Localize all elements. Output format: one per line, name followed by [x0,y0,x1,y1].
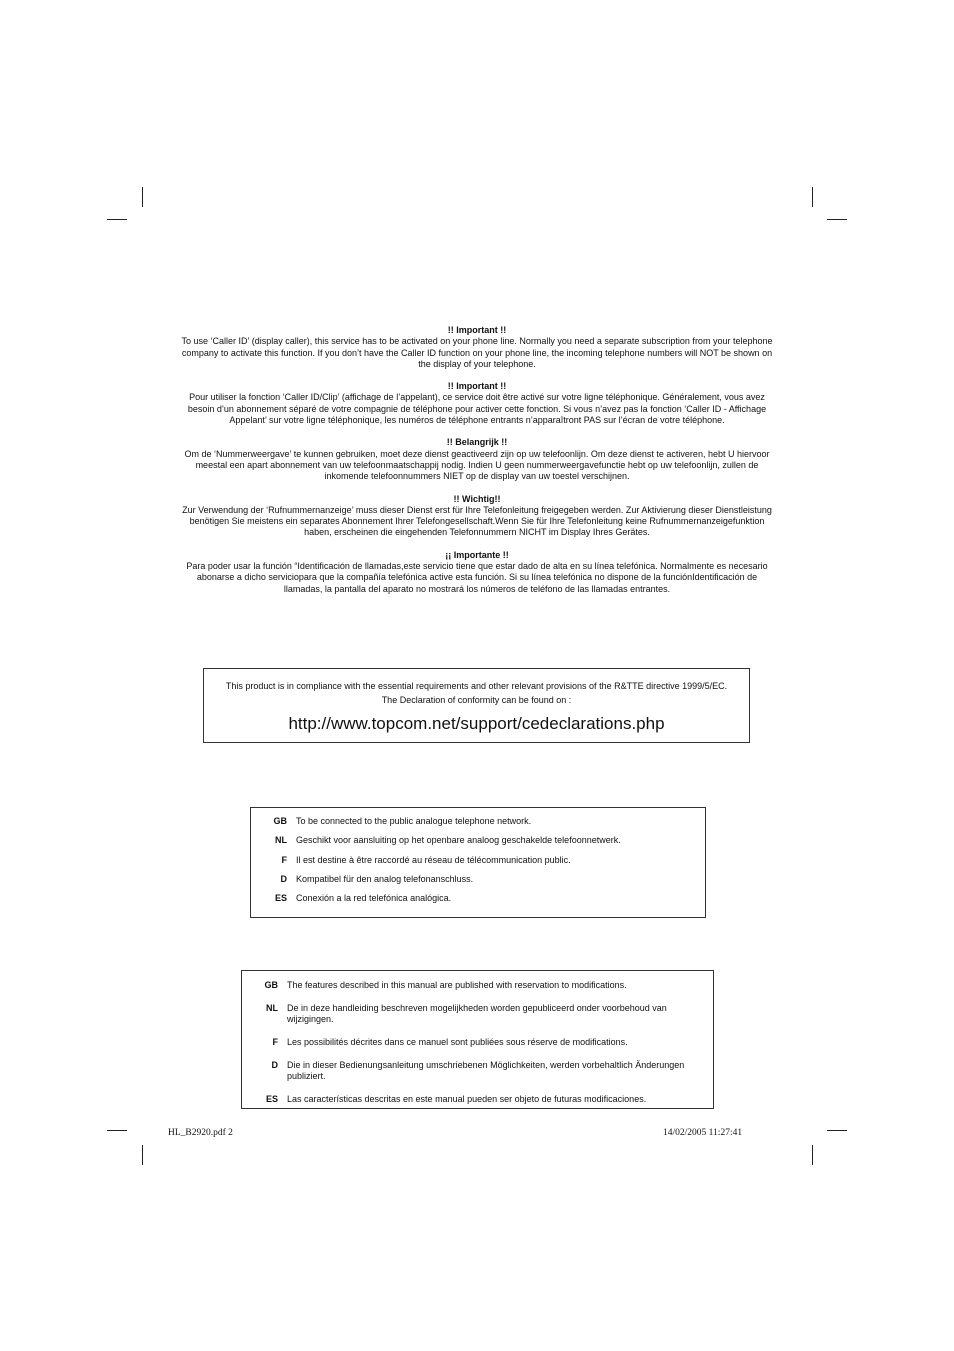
language-code: ES [265,1094,278,1104]
notice-en [178,325,776,370]
notice-title: !! Important !! [447,325,507,335]
caller-id-notices [178,325,776,606]
list-item [242,980,713,991]
notice-body: Para poder usar la función “Identificación de llamadas,este servicio tiene que estar dado de alta en su línea telefónica. Normalmente es necesario abonarse a dicho serviciopara que la compañía telefónica active esta función. Si su línea telefónica no dispone de la funciónIdentificación de llamadas, la pantalla del aparato no mostrará los números de teléfono de las llamadas entrantes. [186,561,768,594]
notice-body: Zur Verwendung der ‘Rufnummernanzeige’ muss dieser Dienst erst für Ihre Telefonleitung freigegeben werden. Zur Aktivierung dieser Dienstleistung benötigen Sie meistens ein separates Abonnement Ihrer Telefongesellschaft.Wenn Sie für Ihre Telefonleitung keine Rufnummernanzeigefunktion haben, erscheinen die eingehenden Telefonnummern NICHT im Display Ihres Gerätes. [182,504,772,538]
connection-text: Kompatibel für den analog telefonanschluss. [296,873,474,884]
list-item [242,1037,713,1048]
language-code: ES [274,893,287,904]
crop-mark [107,1130,127,1131]
crop-mark [142,1145,143,1165]
disclaimer-text: Les possibilités décrites dans ce manuel sont publiées sous réserve de modifications. [287,1037,628,1047]
disclaimer-text: Las características descritas en este manual pueden ser objeto de futuras modificaciones. [287,1094,647,1104]
notice-de [178,494,776,539]
language-code: GB [273,816,287,826]
language-code: F [281,854,287,865]
connection-text: Conexión a la red telefónica analógica. [296,893,452,904]
notice-nl [178,437,776,482]
disclaimer-text: Die in dieser Bedienungsanleitung umschriebenen Möglichkeiten, werden vorbehaltlich Änderungen publiziert. [287,1060,685,1081]
notice-body: To use ‘Caller ID’ (display caller), this service has to be activated on your phone line. Normally you need a separate subscription from your telephone company to activate this function. If you don’t have the Caller ID function on your phone line, the incoming telephone numbers will NOT be shown on the display of your telephone. [181,336,773,369]
crop-mark [142,187,143,207]
list-item [242,1060,713,1082]
modification-disclaimer-box [241,970,714,1109]
list-item [251,855,705,874]
list-item [251,874,705,893]
ce-declaration-box [203,668,750,743]
list-item [251,893,705,912]
crop-mark [107,219,127,220]
notice-title: !! Wichtig!! [453,493,501,504]
language-code: GB [264,980,278,990]
language-code: D [280,873,287,884]
connection-text: Il est destine à être raccordé au réseau de télécommunication public. [296,854,571,865]
disclaimer-text: De in deze handleiding beschreven mogelijkheden worden gepubliceerd onder voorbehoud van wijzigingen. [287,1003,667,1024]
list-item [251,816,705,835]
connection-text: To be connected to the public analogue telephone network. [296,816,532,826]
ce-compliance-text: This product is in compliance with the essential requirements and other relevant provisions of the R&TTE directive 1999/5/EC. [225,681,728,691]
notice-title: !! Belangrijk !! [446,437,508,448]
crop-mark [827,1130,847,1131]
disclaimer-text: The features described in this manual are published with reservation to modifications. [287,980,627,990]
ce-declaration-link[interactable]: http://www.topcom.net/support/cedeclarations.php [288,714,665,733]
connection-text: Geschikt voor aansluiting op het openbare analoog geschakelde telefoonnetwerk. [296,835,621,846]
notice-title: !! Important !! [447,381,507,392]
list-item [242,1003,713,1025]
crop-mark [812,1145,813,1165]
network-connection-box [250,807,706,918]
list-item [242,1094,713,1105]
notice-body: Om de ‘Nummerweergave’ te kunnen gebruiken, moet deze dienst geactiveerd zijn op uw telefoonlijn. Om deze dienst te activeren, hebt U hiervoor meestal een apart abonnement van uw telefoonmaatschappij nodig. Indien U geen nummerweergavefunctie hebt op uw telefoonlijn, zullen de inkomende telefoonnummers NIET op de display van uw toestel verschijnen. [184,448,770,482]
language-code: D [271,1060,278,1070]
footer-timestamp: 14/02/2005 11:27:41 [663,1128,743,1138]
notice-title: ¡¡ Importante !! [445,549,509,560]
notice-es [178,550,776,595]
notice-body: Pour utiliser la fonction ‘Caller ID/Clip’ (affichage de l’appelant), ce service doit être activé sur votre ligne téléphonique. Généralement, vous avez besoin d’un abonnement séparé de votre compagnie de téléphone pour activer cette fonction. Si vous n’avez pas la fonction ‘Caller ID - Affichage Appelant’ sur votre ligne téléphonique, les numéros de téléphone entrants n’apparaîtront PAS sur l’écran de votre téléphone. [187,392,767,426]
language-code: NL [266,1003,278,1013]
crop-mark [812,187,813,207]
footer-filename: HL_B2920.pdf 2 [168,1128,233,1138]
ce-declaration-text: The Declaration of conformity can be found on : [381,695,572,705]
language-code: NL [275,835,287,846]
notice-fr [178,381,776,426]
language-code: F [272,1037,278,1047]
list-item [251,835,705,854]
crop-mark [827,219,847,220]
